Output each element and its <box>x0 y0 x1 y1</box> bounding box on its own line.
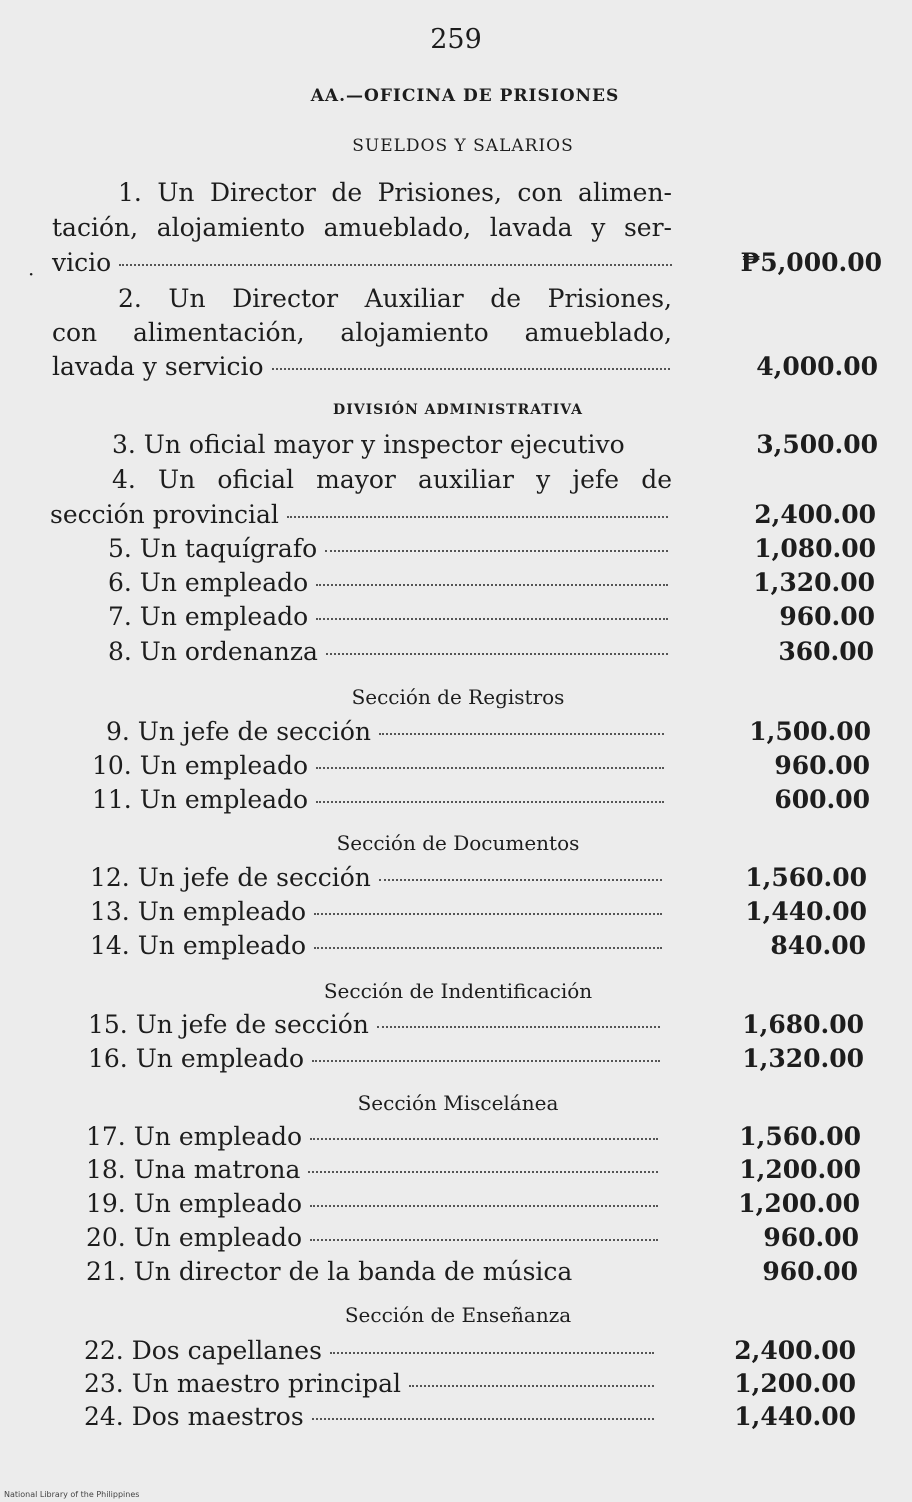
entry-text: sección provincial <box>50 500 279 529</box>
dot-leader <box>409 1385 654 1387</box>
entry-line <box>86 1153 658 1187</box>
dot-leader <box>316 584 668 586</box>
entry-line <box>84 1400 654 1434</box>
amount: 1,320.00 <box>742 1044 864 1073</box>
dot-leader <box>314 947 662 949</box>
dot-leader <box>379 733 664 735</box>
amount: 1,440.00 <box>745 897 867 926</box>
dot-leader <box>316 767 664 769</box>
amount: ₱5,000.00 <box>740 248 882 277</box>
entry-line <box>86 1221 658 1255</box>
dot-leader <box>308 1171 658 1173</box>
entry-text: 8. Un ordenanza <box>108 637 318 666</box>
entry-text: 15. Un jefe de sección <box>88 1010 369 1039</box>
entry-line: 3. Un oficial mayor y inspector ejecutivo <box>112 430 625 459</box>
entry-line <box>84 1334 654 1368</box>
entry-text: lavada y servicio <box>52 352 264 381</box>
entry-text: 14. Un empleado <box>90 931 307 960</box>
entry-text: 11. Un empleado <box>92 785 309 814</box>
entry-text: vicio <box>52 248 112 277</box>
amount: 1,200.00 <box>734 1369 856 1398</box>
amount: 1,560.00 <box>745 863 867 892</box>
entry-text: 6. Un empleado <box>108 568 309 597</box>
amount: 2,400.00 <box>734 1336 856 1365</box>
section-heading: DIVISIÓN ADMINISTRATIVA <box>333 402 583 418</box>
dot-leader <box>316 801 664 803</box>
entry-line <box>92 749 664 783</box>
dot-leader <box>119 264 672 266</box>
entry-text: 23. Un maestro principal <box>84 1369 402 1398</box>
entry-line: tación, alojamiento amueblado, lavada y ser- <box>52 213 672 242</box>
amount: 840.00 <box>770 931 866 960</box>
entry-text: 22. Dos capellanes <box>84 1336 322 1365</box>
entry-line <box>90 861 662 895</box>
amount: 960.00 <box>763 1223 859 1252</box>
amount: 960.00 <box>779 602 875 631</box>
entry-line <box>84 1367 654 1401</box>
amount: 1,680.00 <box>742 1010 864 1039</box>
entry-line <box>88 1008 660 1042</box>
amount: 600.00 <box>774 785 870 814</box>
entry-line <box>106 715 664 749</box>
amount: 360.00 <box>778 637 874 666</box>
section-heading: Sección de Indentificación <box>323 979 593 1003</box>
dot-leader <box>287 516 668 518</box>
amount: 4,000.00 <box>756 352 878 381</box>
section-heading: Sección Miscelánea <box>357 1091 559 1115</box>
entry-line: 1. Un Director de Prisiones, con alimen- <box>118 178 672 207</box>
office-title: AA.—OFICINA DE PRISIONES <box>310 86 620 106</box>
dot-leader <box>310 1239 658 1241</box>
section-heading: Sección de Documentos <box>336 831 580 855</box>
amount: 1,560.00 <box>739 1122 861 1151</box>
entry-text: 10. Un empleado <box>92 751 309 780</box>
entry-text: 9. Un jefe de sección <box>106 717 371 746</box>
entry-line <box>86 1120 658 1154</box>
dot-leader <box>272 368 670 370</box>
dot-leader <box>310 1205 658 1207</box>
amount: 960.00 <box>774 751 870 780</box>
dot-leader <box>314 913 662 915</box>
amount: 1,320.00 <box>753 568 875 597</box>
entry-line <box>108 635 668 669</box>
footer-credit: National Library of the Philippines <box>4 1490 140 1499</box>
amount: 1,080.00 <box>754 534 876 563</box>
entry-line <box>108 566 668 600</box>
amount: 1,440.00 <box>734 1402 856 1431</box>
entry-line <box>90 929 662 963</box>
dot-leader <box>316 618 668 620</box>
section-heading: Sección de Enseñanza <box>344 1303 572 1327</box>
amount: 1,500.00 <box>749 717 871 746</box>
dot-leader <box>379 879 662 881</box>
entry-line: 4. Un oficial mayor auxiliar y jefe de <box>112 465 672 494</box>
entry-line <box>52 246 672 280</box>
entry-line <box>108 600 668 634</box>
amount: 3,500.00 <box>756 430 878 459</box>
amount: 1,200.00 <box>739 1155 861 1184</box>
stray-mark: · <box>28 262 35 286</box>
dot-leader <box>312 1060 660 1062</box>
amount: 960.00 <box>762 1257 858 1286</box>
subtitle: SUELDOS Y SALARIOS <box>352 136 574 156</box>
dot-leader <box>310 1138 658 1140</box>
amount: 1,200.00 <box>738 1189 860 1218</box>
entry-line <box>86 1187 658 1221</box>
entry-line <box>88 1042 660 1076</box>
dot-leader <box>330 1352 654 1354</box>
entry-text: 18. Una matrona <box>86 1155 301 1184</box>
entry-text: 13. Un empleado <box>90 897 307 926</box>
page-number: 259 <box>430 24 482 55</box>
section-heading: Sección de Registros <box>351 685 565 709</box>
entry-line <box>52 350 670 384</box>
entry-text: 20. Un empleado <box>86 1223 303 1252</box>
entry-line: con alimentación, alojamiento amueblado, <box>52 318 672 347</box>
dot-leader <box>325 550 668 552</box>
entry-line <box>90 895 662 929</box>
entry-line <box>108 532 668 566</box>
entry-line: 21. Un director de la banda de música <box>86 1257 573 1286</box>
entry-line: 2. Un Director Auxiliar de Prisiones, <box>118 284 672 313</box>
amount: 2,400.00 <box>754 500 876 529</box>
dot-leader <box>377 1026 660 1028</box>
entry-text: 5. Un taquígrafo <box>108 534 318 563</box>
entry-text: 7. Un empleado <box>108 602 309 631</box>
entry-line <box>50 498 668 532</box>
entry-text: 16. Un empleado <box>88 1044 305 1073</box>
dot-leader <box>326 653 668 655</box>
entry-text: 17. Un empleado <box>86 1122 303 1151</box>
entry-line <box>92 783 664 817</box>
entry-text: 19. Un empleado <box>86 1189 303 1218</box>
entry-text: 24. Dos maestros <box>84 1402 304 1431</box>
dot-leader <box>312 1418 654 1420</box>
entry-text: 12. Un jefe de sección <box>90 863 371 892</box>
